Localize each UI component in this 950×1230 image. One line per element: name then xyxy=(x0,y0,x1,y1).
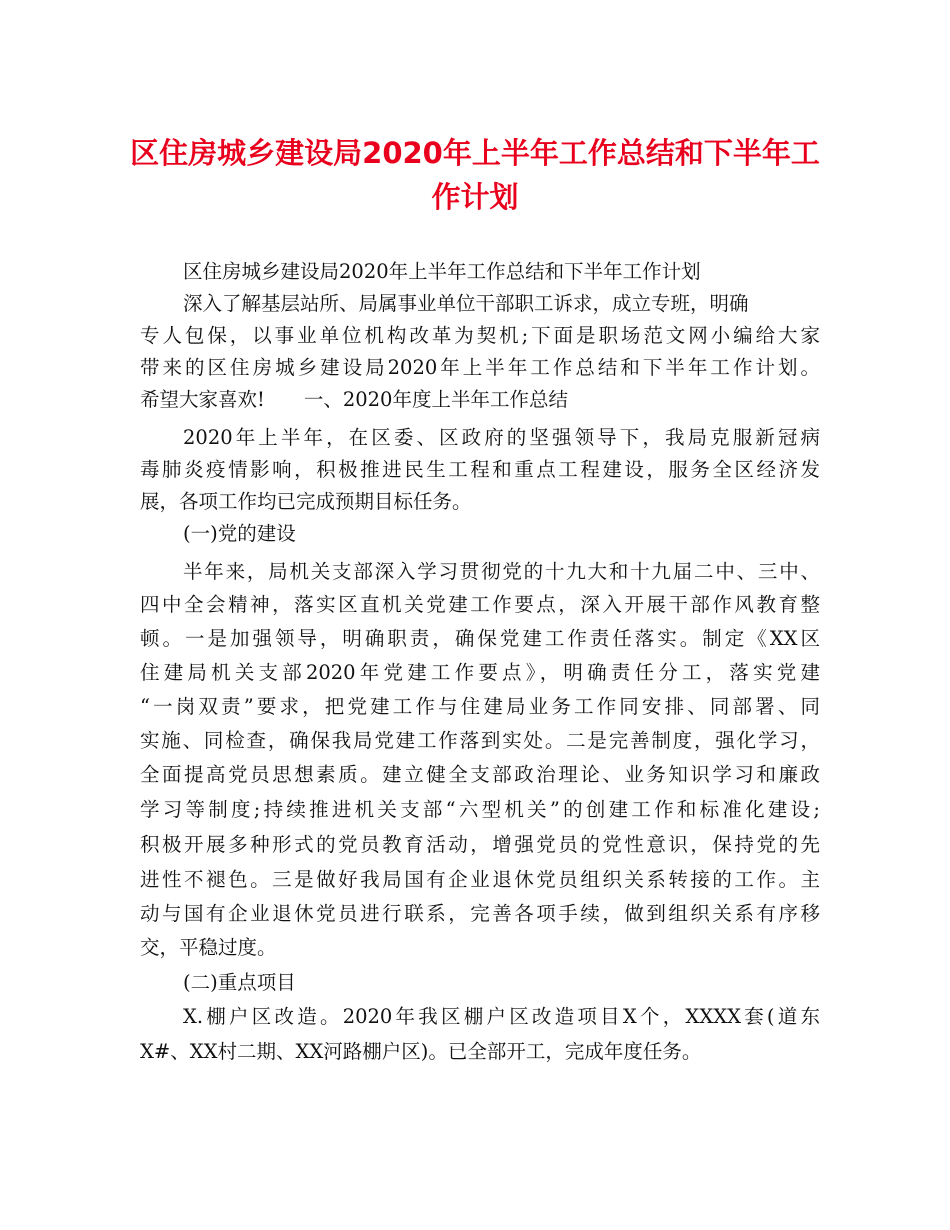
body-line: 带来的区住房城乡建设局2020年上半年工作总结和下半年工作计划。 xyxy=(140,356,820,379)
body-line: 毒肺炎疫情影响，积极推进民生工程和重点工程建设，服务全区经济发 xyxy=(140,458,820,481)
document-title-line-2: 作计划 xyxy=(431,180,519,214)
body-line: 展，各项工作均已完成预期目标任务。 xyxy=(140,490,472,513)
body-line: 动与国有企业退休党员进行联系，完善各项手续，做到组织关系有序移 xyxy=(140,902,820,925)
section-heading: (二)重点项目 xyxy=(183,971,296,994)
body-line: 深入了解基层站所、局属事业单位干部职工诉求，成立专班，明确 xyxy=(183,292,749,315)
body-line: 专人包保，以事业单位机构改革为契机;下面是职场范文网小编给大家 xyxy=(140,324,820,347)
section-heading: (一)党的建设 xyxy=(183,522,296,545)
body-line: 住建局机关支部2020年党建工作要点》，明确责任分工，落实党建 xyxy=(140,661,820,684)
body-line: 区住房城乡建设局2020年上半年工作总结和下半年工作计划 xyxy=(183,260,701,283)
body-line: 积极开展多种形式的党员教育活动，增强党员的党性意识，保持党的先 xyxy=(140,833,820,856)
body-line: 2020年上半年，在区委、区政府的坚强领导下，我局克服新冠病 xyxy=(183,426,820,449)
document-title-line-1: 区住房城乡建设局2020年上半年工作总结和下半年工 xyxy=(130,136,820,170)
body-line: “一岗双责”要求，把党建工作与住建局业务工作同安排、同部署、同 xyxy=(140,695,820,718)
body-line: 半年来，局机关支部深入学习贯彻党的十九大和十九届二中、三中、 xyxy=(183,560,820,583)
body-line: 进性不褪色。三是做好我局国有企业退休党员组织关系转接的工作。主 xyxy=(140,868,820,891)
body-line: X#、XX村二期、XX河路棚户区)。已全部开工，完成年度任务。 xyxy=(140,1040,702,1063)
body-line: X.棚户区改造。2020年我区棚户区改造项目X个，XXXX套(道东 xyxy=(183,1005,820,1028)
body-line: 实施、同检查，确保我局党建工作落到实处。二是完善制度，强化学习， xyxy=(140,729,820,752)
body-line: 学习等制度;持续推进机关支部“六型机关”的创建工作和标准化建设; xyxy=(140,798,820,821)
body-line: 顿。一是加强领导，明确职责，确保党建工作责任落实。制定《XX区 xyxy=(140,627,820,650)
body-line: 交，平稳过度。 xyxy=(140,936,277,959)
body-line: 希望大家喜欢! 一、2020年度上半年工作总结 xyxy=(140,388,568,411)
body-line: 四中全会精神，落实区直机关党建工作要点，深入开展干部作风教育整 xyxy=(140,593,820,616)
body-line: 全面提高党员思想素质。建立健全支部政治理论、业务知识学习和廉政 xyxy=(140,763,820,786)
